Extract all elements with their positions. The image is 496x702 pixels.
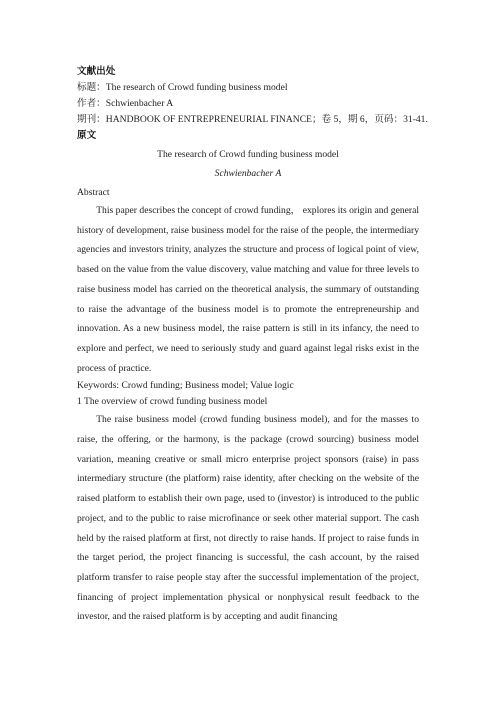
title-line: 标题：The research of Crowd funding business model: [77, 82, 288, 93]
section-1-paragraph: The raise business model (crowd funding business model), and for the masses to raise, the offering, or the harmony, is the package (crowd sourcing) business model variation, meaning creative or small micro enterprise project sponsors (raise) in pass intermediary structure (the platform) raise identity, after checking on the website of the raised platform to establish their own page, used to (investor) is introduced to the public project, and to the public to raise microfinance or seek other material support. The cash held by the raised platform at first, not directly to raise hands. If project to raise funds in the target period, the project financing is successful, the cash account, by the raised platform transfer to raise people stay after the successful implementation of the project, financing of project implementation physical or nonphysical result feedback to the investor, and the raised platform is by accepting and audit financing: [77, 414, 419, 623]
document-page: [77, 64, 428, 627]
original-header: 原文: [77, 130, 97, 141]
author-line: 作者：Schwienbacher A: [77, 98, 174, 109]
paper-author: Schwienbacher A: [214, 168, 282, 179]
paper-title: The research of Crowd funding business model: [157, 149, 339, 160]
source-header: 文献出处: [77, 66, 116, 77]
keywords-line: Keywords: Crowd funding; Business model; Value logic: [77, 380, 294, 392]
section-1-heading: 1 The overview of crowd funding business model: [77, 396, 268, 408]
journal-line: 期刊：HANDBOOK OF ENTREPRENEURIAL FINANCE；卷 5，期 6，页码：31-41.: [77, 114, 428, 125]
abstract-paragraph: This paper describes the concept of crowd funding， explores its origin and general history of development, raise business model for the raise of the people, the intermediary agencies and investors trinity, analyzes the structure and process of logical point of view, based on the value from the value discovery, value matching and value for three levels to raise business model has carried on the theoretical analysis, the summary of outstanding to raise the advantage of the business model is to promote the entrepreneurship and innovation. As a new business model, the raise pattern is still in its infancy, the need to explore and perfect, we need to seriously study and guard against legal risks exist in the process of practice.: [77, 205, 419, 374]
abstract-heading: Abstract: [77, 187, 110, 198]
